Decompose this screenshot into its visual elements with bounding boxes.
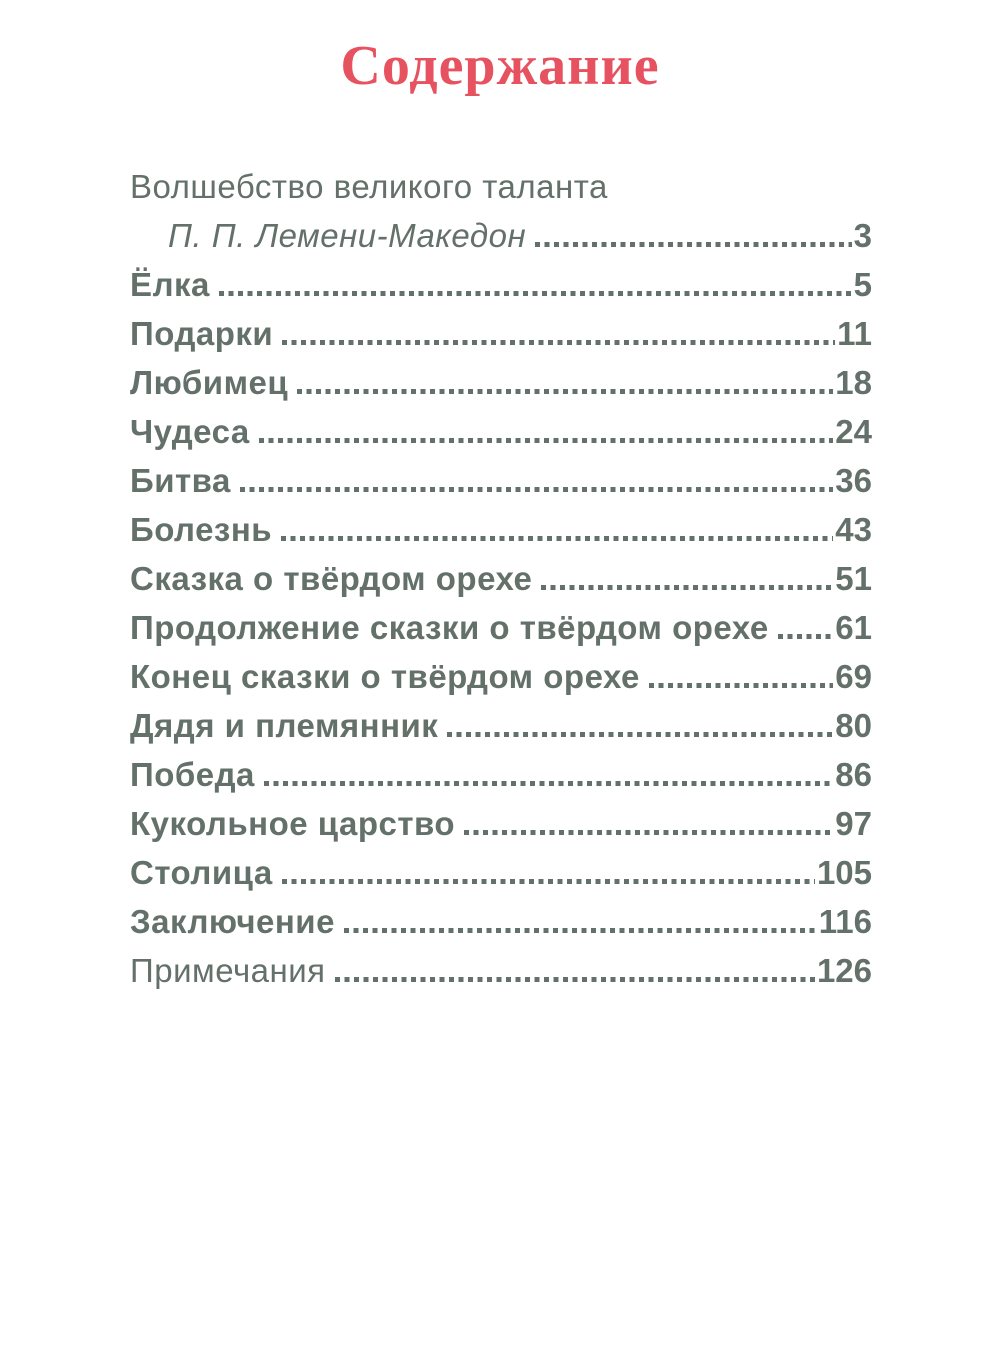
toc-entry-label: П. П. Лемени-Македон	[168, 217, 527, 254]
toc-entry	[130, 946, 872, 995]
toc-page-number: 69	[835, 658, 872, 695]
toc-entry	[130, 554, 872, 603]
leader-dots	[344, 928, 817, 933]
toc-page-number: 5	[853, 266, 872, 303]
toc-entry	[130, 505, 872, 554]
leader-dots	[335, 977, 815, 982]
page-title: Содержание	[340, 35, 660, 97]
toc-page-number: 36	[835, 462, 872, 499]
toc-entry	[130, 799, 872, 848]
toc-page-number: 43	[835, 511, 872, 548]
toc-entry-label: Заключение	[130, 903, 335, 940]
toc-entry	[130, 260, 872, 309]
leader-dots	[535, 242, 852, 247]
toc-page-number: 80	[835, 707, 872, 744]
leader-dots	[281, 536, 833, 541]
toc-page-number: 24	[835, 413, 872, 450]
leader-dots	[778, 634, 834, 639]
toc-entry	[130, 701, 872, 750]
toc-entry	[130, 211, 872, 260]
toc-page-number: 126	[816, 952, 872, 989]
toc-entry-label: Волшебство великого таланта	[130, 168, 608, 205]
toc-entry-label: Болезнь	[130, 511, 273, 548]
toc-page-number: 51	[835, 560, 872, 597]
table-of-contents	[130, 162, 872, 995]
leader-dots	[219, 291, 852, 296]
toc-page-number: 105	[816, 854, 872, 891]
toc-entry-label: Конец сказки о твёрдом орехе	[130, 658, 640, 695]
toc-entry-label: Сказка о твёрдом орехе	[130, 560, 533, 597]
leader-dots	[282, 879, 815, 884]
toc-page-number: 3	[853, 217, 872, 254]
toc-entry	[130, 456, 872, 505]
leader-dots	[264, 781, 833, 786]
toc-page-number: 116	[818, 903, 872, 940]
leader-dots	[447, 732, 833, 737]
toc-entry-label: Любимец	[130, 364, 289, 401]
toc-entry-label: Ёлка	[130, 266, 210, 303]
leader-dots	[240, 487, 833, 492]
leader-dots	[541, 585, 833, 590]
toc-page-number: 18	[835, 364, 872, 401]
leader-dots	[297, 389, 833, 394]
toc-entry	[130, 897, 872, 946]
toc-page-number: 11	[837, 315, 872, 352]
toc-entry-label: Победа	[130, 756, 255, 793]
toc-entry-label: Столица	[130, 854, 273, 891]
toc-entry	[130, 407, 872, 456]
toc-entry-label: Дядя и племянник	[130, 707, 439, 744]
toc-entry	[130, 603, 872, 652]
leader-dots	[649, 683, 833, 688]
toc-page-number: 97	[835, 805, 872, 842]
toc-entry-label: Битва	[130, 462, 231, 499]
toc-entry-label: Чудеса	[130, 413, 250, 450]
toc-entry	[130, 652, 872, 701]
toc-entry-label: Подарки	[130, 315, 274, 352]
toc-page-number: 86	[835, 756, 872, 793]
toc-entry	[130, 750, 872, 799]
toc-entry-label: Продолжение сказки о твёрдом орехе	[130, 609, 769, 646]
toc-entry	[130, 848, 872, 897]
toc-entry	[130, 358, 872, 407]
leader-dots	[259, 438, 834, 443]
toc-entry	[130, 309, 872, 358]
toc-entry	[130, 162, 872, 211]
toc-entry-label: Примечания	[130, 952, 326, 989]
leader-dots	[282, 340, 835, 345]
leader-dots	[464, 830, 833, 835]
toc-entry-label: Кукольное царство	[130, 805, 455, 842]
toc-page-number: 61	[835, 609, 872, 646]
